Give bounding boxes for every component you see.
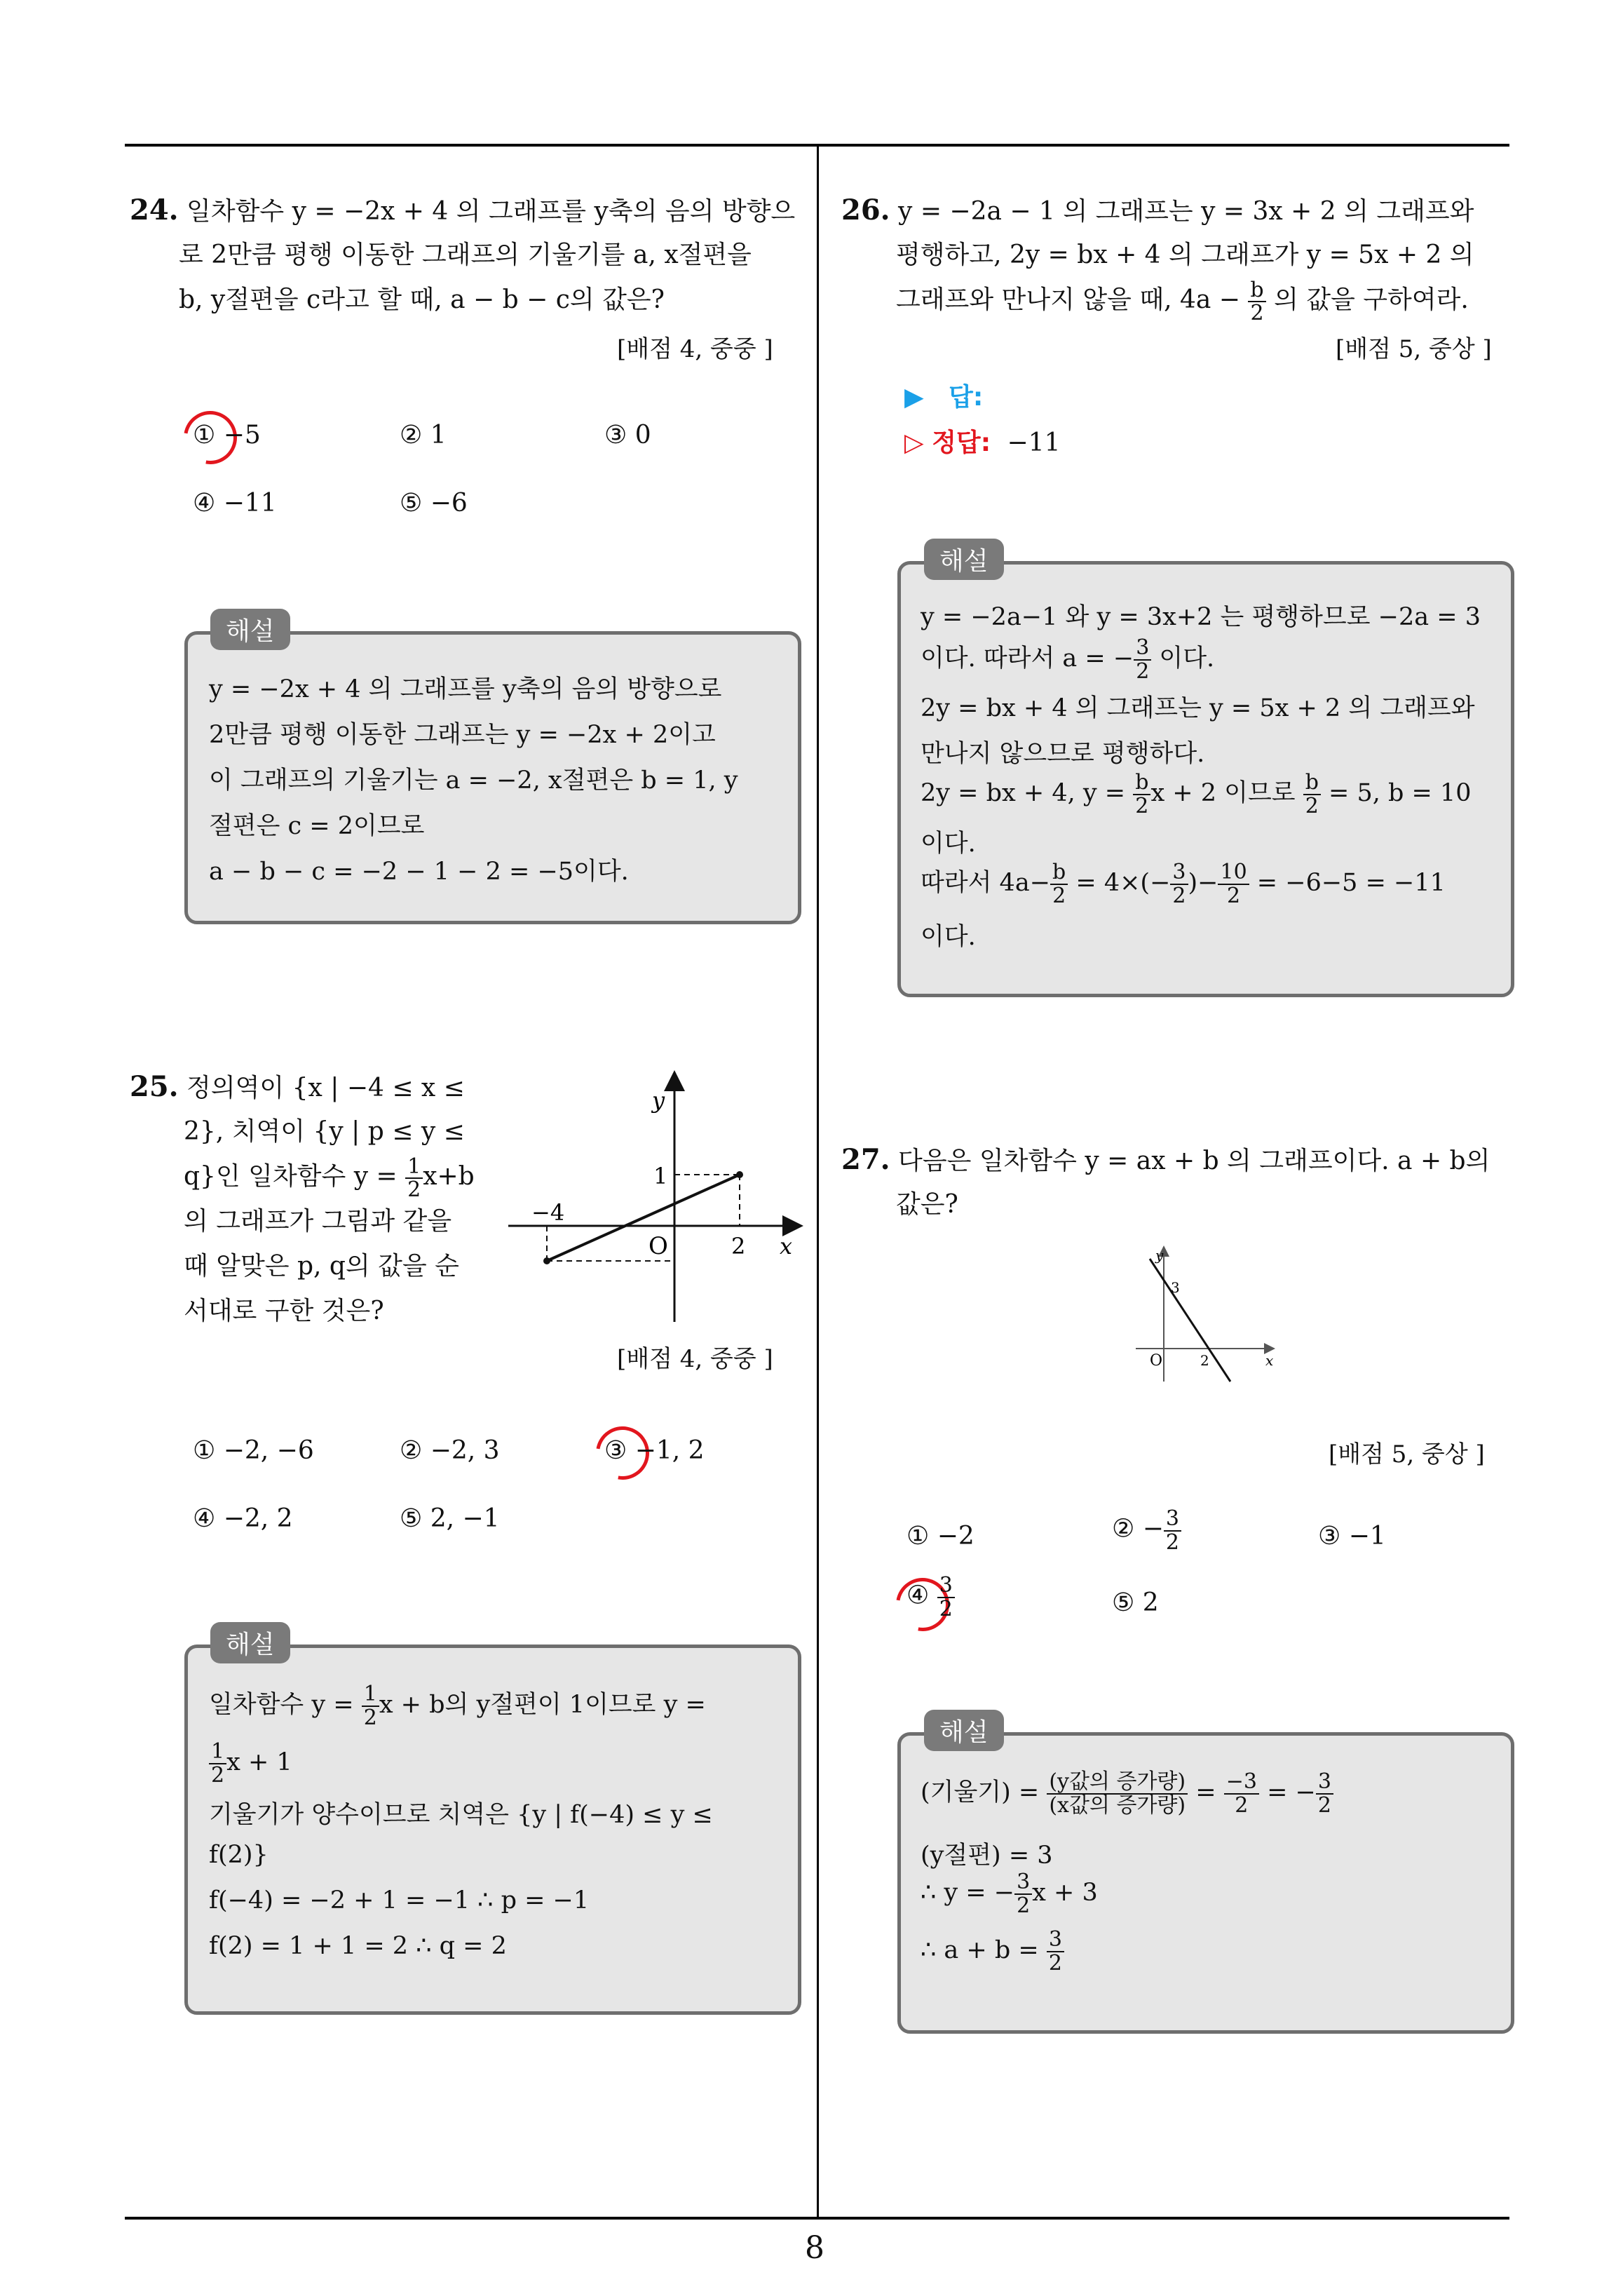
q25-expl-6: f(2) = 1 + 1 = 2 ∴ q = 2 — [209, 1932, 507, 1960]
q26-expl-5: 2y = bx + 4, y = $\frac{b}{2}$ x + 2 이므로 $\frac{b}{2}$ = 5, b = 10 — [921, 770, 1472, 818]
q26-explanation-tag: 해설 — [924, 539, 1004, 580]
q24-expl-1: y = −2x + 4 의 그래프를 y축의 음의 방향으로 — [209, 675, 722, 703]
q26-answer-row — [904, 375, 983, 420]
q24-meta: [배점 4, 중중 ] — [617, 335, 773, 363]
q25-frac-half: $\frac{1}{2}$ — [405, 1156, 423, 1201]
q24-expl-2: 2만큼 평행 이동한 그래프는 y = −2x + 2이고 — [209, 721, 716, 749]
q27-graph — [1122, 1245, 1283, 1385]
q24-text — [130, 188, 795, 234]
q25-expl-2: $\frac{1}{2}$ x + 1 — [209, 1741, 292, 1786]
q27-line-1: 다음은 일차함수 y = ax + b 의 그래프이다. a + b의 — [898, 1147, 1490, 1175]
q26-meta: [배점 5, 중상 ] — [1336, 335, 1492, 363]
q26-expl-6: 이다. — [921, 830, 976, 858]
q27-choice-1[interactable]: ① −2 — [906, 1522, 975, 1551]
q25-expl-3: 기울기가 양수이므로 치역은 {y | f(−4) ≤ y ≤ — [209, 1801, 713, 1829]
q25-line-3: q}인 일차함수 y = $\frac{1}{2}$ x+b — [184, 1154, 475, 1202]
q27-explanation-tag: 해설 — [924, 1710, 1004, 1751]
q27-choice-5[interactable]: ⑤ 2 — [1112, 1588, 1159, 1617]
q24-explanation-tag: 해설 — [210, 609, 290, 650]
q26-expl-4: 만나지 않으므로 평행하다. — [921, 740, 1205, 768]
q26-expl-3: 2y = bx + 4 의 그래프는 y = 5x + 2 의 그래프와 — [921, 694, 1475, 722]
q24-line-3: b, y절편을 c라고 할 때, a − b − c의 값은? — [179, 285, 665, 314]
q25-graph-x-label: x — [780, 1233, 793, 1260]
q25-line-5: 때 알맞은 p, q의 값을 순 — [184, 1252, 459, 1281]
q27-text — [841, 1137, 1490, 1184]
q25-number: 25. — [130, 1070, 179, 1103]
q24-line-2: 로 2만큼 평행 이동한 그래프의 기울기를 a, x절편을 — [179, 241, 752, 269]
q25-line-2: 2}, 치역이 {y | p ≤ y ≤ — [184, 1117, 465, 1146]
q25-expl-4: f(2)} — [209, 1841, 269, 1869]
q25-line-6: 서대로 구한 것은? — [184, 1297, 384, 1325]
q26-expl-2: 이다. 따라서 a = − $\frac{3}{2}$ 이다. — [921, 635, 1215, 684]
q25-choice-4[interactable]: ④ −2, 2 — [193, 1504, 293, 1533]
q24-choice-2[interactable]: ② 1 — [400, 421, 447, 450]
q26-line-3: 그래프와 만나지 않을 때, 4a − $\frac{b}{2}$ 의 값을 구하여라. — [896, 277, 1469, 325]
q26-correct-row — [904, 421, 1061, 466]
play-icon: ▶ — [904, 383, 924, 412]
q24-number: 24. — [130, 194, 179, 227]
q25-choice-1[interactable]: ① −2, −6 — [193, 1436, 314, 1465]
q25-graph-tick-1: 1 — [653, 1163, 668, 1189]
q27-graph-origin: O — [1150, 1352, 1163, 1370]
q25-line-4: 의 그래프가 그림과 같을 — [184, 1207, 452, 1236]
q25-graph-origin: O — [648, 1232, 668, 1260]
q27-graph-tick-3: 3 — [1171, 1279, 1180, 1296]
q27-expl-1: (기울기) = $\frac{\text{(y값의 증가량)}}{\text{(x값의 증가량)}}$ = $\frac{-3}{2}$ = − $\frac{3}{2}$ — [921, 1771, 1333, 1816]
q27-expl-3: ∴ y = − $\frac{3}{2}$ x + 3 — [921, 1870, 1098, 1918]
q25-line-1: 정의역이 {x | −4 ≤ x ≤ — [186, 1074, 465, 1102]
q26-correct-label: 정답: — [932, 428, 991, 457]
q25-choice-2[interactable]: ② −2, 3 — [400, 1436, 500, 1465]
q25-graph-tick-m4: −4 — [531, 1199, 565, 1226]
q26-number: 26. — [841, 194, 890, 227]
q24-choice-1[interactable]: ① −5 — [193, 421, 261, 450]
q24-choice-5[interactable]: ⑤ −6 — [400, 489, 468, 518]
q24-choice-4[interactable]: ④ −11 — [193, 489, 277, 518]
column-divider — [817, 144, 819, 2220]
q25-graph-y-label: y — [652, 1087, 665, 1114]
q24-expl-5: a − b − c = −2 − 1 − 2 = −5이다. — [209, 858, 629, 886]
q26-expl-7: 따라서 4a− $\frac{b}{2}$ = 4×(− $\frac{3}{2}$ )− $\frac{10}{2}$ = −6−5 = −11 — [921, 860, 1446, 908]
bottom-rule — [125, 2217, 1509, 2220]
q25-text — [130, 1065, 465, 1111]
q27-choice-2[interactable]: ② − $\frac{3}{2}$ — [1112, 1508, 1181, 1553]
q25-graph — [505, 1066, 806, 1325]
q24-expl-4: 절편은 c = 2이므로 — [209, 812, 425, 840]
q26-text — [841, 188, 1474, 234]
q27-graph-y-label: y — [1155, 1247, 1164, 1264]
q26-correct-value: −11 — [1007, 428, 1061, 457]
q27-expl-2: (y절편) = 3 — [921, 1842, 1053, 1870]
q26-line-2: 평행하고, 2y = bx + 4 의 그래프가 y = 5x + 2 의 — [896, 241, 1474, 269]
q25-explanation-tag: 해설 — [210, 1622, 290, 1663]
q24-line-1: 일차함수 y = −2x + 4 의 그래프를 y축의 음의 방향으 — [186, 197, 796, 226]
q26-answer-label: 답: — [949, 383, 984, 412]
q27-expl-4: ∴ a + b = $\frac{3}{2}$ — [921, 1929, 1064, 1974]
q27-meta: [배점 5, 중상 ] — [1329, 1440, 1485, 1468]
q27-line-2: 값은? — [896, 1190, 958, 1219]
q25-expl-5: f(−4) = −2 + 1 = −1 ∴ p = −1 — [209, 1886, 590, 1915]
page-number: 8 — [805, 2230, 824, 2266]
q25-choice-5[interactable]: ⑤ 2, −1 — [400, 1504, 500, 1533]
q25-expl-1: 일차함수 y = $\frac{1}{2}$ x + b의 y절편이 1이므로 y = — [209, 1682, 706, 1730]
q27-choice-3[interactable]: ③ −1 — [1318, 1522, 1386, 1551]
q24-expl-3: 이 그래프의 기울기는 a = −2, x절편은 b = 1, y — [209, 767, 738, 795]
q27-choice-4[interactable]: ④ $\frac{3}{2}$ — [906, 1574, 955, 1620]
q26-line-1: y = −2a − 1 의 그래프는 y = 3x + 2 의 그래프와 — [898, 197, 1474, 226]
q25-choice-3[interactable]: ③ −1, 2 — [604, 1436, 705, 1465]
q25-meta: [배점 4, 중중 ] — [617, 1345, 773, 1373]
q27-graph-x-label: x — [1265, 1352, 1274, 1369]
q27-graph-tick-2: 2 — [1200, 1352, 1209, 1369]
q27-number: 27. — [841, 1143, 890, 1176]
q24-choice-3[interactable]: ③ 0 — [604, 421, 651, 450]
outline-play-icon: ▷ — [904, 428, 924, 457]
q25-graph-tick-2: 2 — [731, 1233, 746, 1260]
q26-expl-1: y = −2a−1 와 y = 3x+2 는 평행하므로 −2a = 3 — [921, 603, 1481, 631]
q26-expl-8: 이다. — [921, 923, 976, 951]
